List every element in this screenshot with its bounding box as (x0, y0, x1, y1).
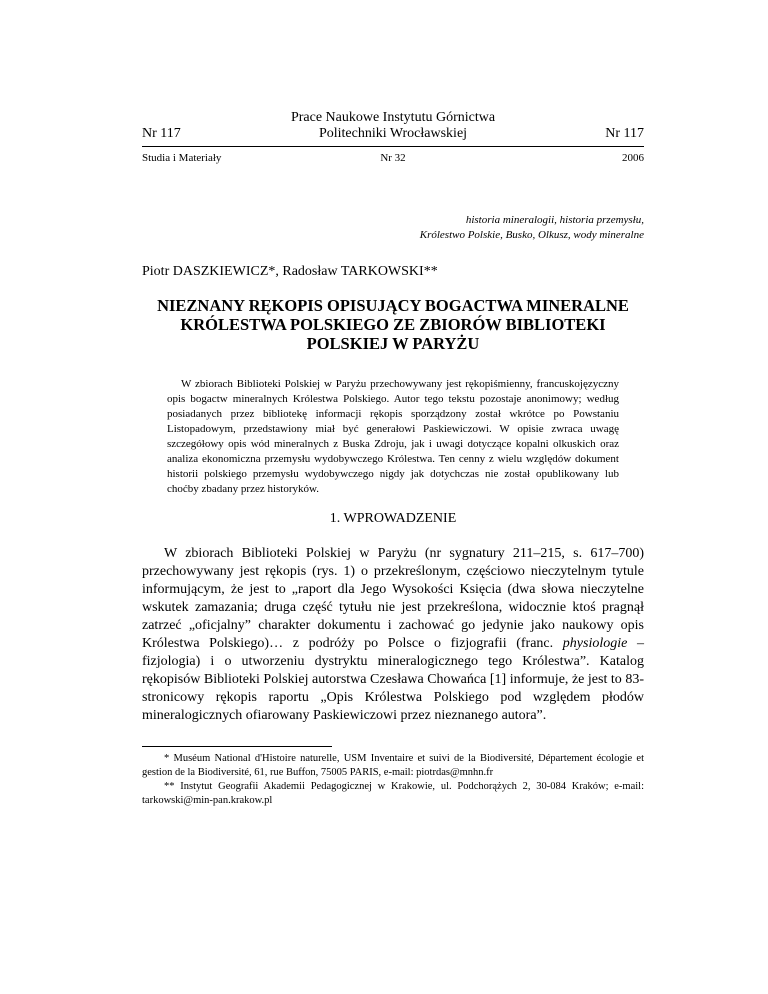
title-line-3: POLSKIEJ W PARYŻU (306, 334, 480, 353)
keywords-line-2: Królestwo Polskie, Busko, Olkusz, wody mineralne (419, 229, 644, 241)
header-divider (142, 146, 644, 147)
section-heading: 1. WPROWADZENIE (329, 511, 457, 526)
footnote-2: ** Instytut Geografii Akademii Pedagogicznej w Krakowie, ul. Podchorążych 2, 30-084 Kraków; e-mail: tarkowski@min-pan.krakow.pl (142, 781, 644, 806)
body-paragraph (142, 545, 644, 725)
series-line (142, 151, 644, 165)
series-name: Studia i Materiały (142, 152, 222, 164)
article-title (142, 296, 644, 353)
institution-line-1: Prace Naukowe Instytutu Górnictwa (290, 110, 496, 125)
keywords-line-1: historia mineralogii, historia przemysłu, (465, 214, 644, 226)
title-line-2: KRÓLESTWA POLSKIEGO ZE ZBIORÓW BIBLIOTEKI (180, 315, 606, 334)
journal-header (142, 110, 644, 142)
publication-year: 2006 (622, 152, 644, 164)
body-text-part-2: – fizjologia) i o utworzeniu dystryktu mineralogicznego tego Królestwa”. Katalog rękopisów Biblioteki Polskiej autorstwa Czesława Chowańca [1] informuje, że jest to 83-stronicowy rękopis raportu „Opis Królestwa Polskiego pod względem płodów mineralogicznych ofiarowany Paskiewiczowi przez nieznanego autora”. (142, 636, 644, 723)
issue-number-left: Nr 117 (142, 126, 181, 141)
body-text-part-1: W zbiorach Biblioteki Polskiej w Paryżu (nr sygnatury 211–215, s. 617–700) przechowywany jest rękopis (rys. 1) o przekreślonym, częściowo nieczytelnym tytule informującym, że jest to „raport dla Jego Wysokości Księcia (dwa słowa nieczytelne wskutek zamazania; druga część tytułu nie jest przekreślona, widocznie ktoś pragnął zatrzeć „oficjalny” charakter dokumentu i zachować go jedynie jako naukowy opis Królestwa Polskiego)… z podróży po Polsce o fizjografii (franc. (142, 546, 644, 651)
authors: Piotr DASZKIEWICZ*, Radosław TARKOWSKI** (142, 264, 438, 279)
issue-number-right: Nr 117 (605, 126, 644, 141)
series-number: Nr 32 (380, 152, 406, 164)
title-line-1: NIEZNANY RĘKOPIS OPISUJĄCY BOGACTWA MINERALNE (157, 296, 629, 315)
keywords (142, 213, 644, 243)
institution-line-2: Politechniki Wrocławskiej (318, 126, 468, 141)
footnote-1: * Muséum National d'Histoire naturelle, USM Inventaire et suivi de la Biodiversité, Département écologie et gestion de la Biodiversité, 61, rue Buffon, 75005 PARIS, e-mail: piotrdas@mnhn.fr (142, 753, 644, 778)
institution-name (142, 110, 644, 142)
body-italic-term: physiologie (562, 636, 628, 651)
footnotes (142, 752, 644, 808)
abstract: W zbiorach Biblioteki Polskiej w Paryżu przechowywany jest rękopiśmienny, francuskojęzyczny opis bogactw mineralnych Królestwa Polskiego. Autor tego tekstu pozostaje anonimowy; według posiadanych przez bibliotekę informacji rękopis sporządzony został wkrótce po Powstaniu Listopadowym, przedstawiony miał być generałowi Paskiewiczowi. W opisie zwraca uwagę szczegółowy opis wód mineralnych z Buska Zdroju, jak i uwagi dotyczące kopalni olkuskich oraz analiza ekonomiczna przemysłu wydobywczego Królestwa. Ten cenny z wielu względów dokument historii polskiego przemysłu wydobywczego nigdy jak dotychczas nie został opublikowany lub choćby zbadany przez historyków. (167, 378, 619, 495)
footnote-divider (142, 746, 332, 747)
